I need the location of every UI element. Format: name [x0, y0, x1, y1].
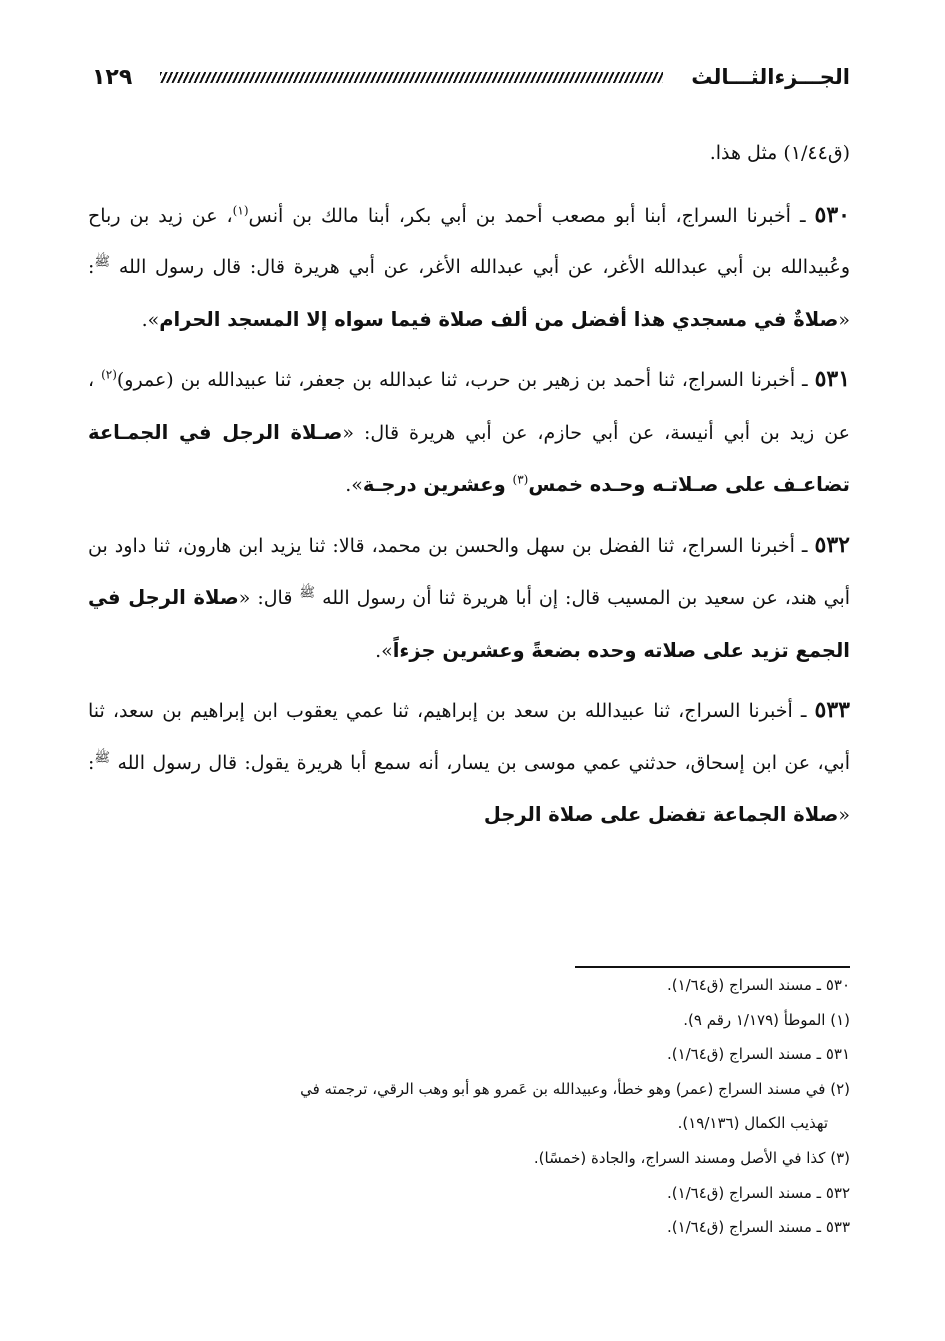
honorific: ﷺ: [94, 254, 111, 270]
footnote: (٢) في مسند السراج (عمر) وهو خطأ، وعبيدالله بن عَمرو هو أبو وهب الرقي، ترجمته في: [300, 1079, 850, 1098]
hadith-530: [88, 190, 850, 347]
main-text: [88, 128, 850, 850]
running-title: الجـــزءالثـــالث: [691, 65, 850, 89]
footnote: ٥٣٣ ـ مسند السراج (ق١/٦٤).: [666, 1218, 850, 1237]
footnotes: [88, 968, 850, 1245]
footnote: ٥٣٢ ـ مسند السراج (ق١/٦٤).: [666, 1183, 850, 1202]
header-rule: [160, 72, 663, 83]
footnote: ٥٣١ ـ مسند السراج (ق١/٦٤).: [666, 1045, 850, 1064]
footnote-ref: (٢): [101, 367, 117, 382]
hadith-532: [88, 520, 850, 678]
footnote: (١) الموطأ (١/١٧٩ رقم ٩).: [683, 1010, 850, 1029]
hadith-number: ٥٣٣: [814, 697, 850, 723]
hadith-number: ٥٣١: [814, 366, 851, 392]
quote-open: : «: [88, 256, 850, 331]
quote-close: ».: [141, 308, 160, 331]
hadith-matn: صلاةٌ في مسجدي هذا أفضل من ألف صلاة فيما سواه إلا المسجد الحرام: [159, 307, 839, 331]
footnote-ref: (٣): [512, 472, 529, 487]
hadith-matn: صـلاة الرجل في الجمـاعة تضاعـف على صـلاتـه وحـده خمس: [88, 420, 850, 496]
quote-close: ».: [375, 639, 393, 662]
isnad: ، عن زيد بن رباح وعُبيدالله بن أبي عبدالله الأغر، عن أبي عبدالله الأغر، عن أبي هريرة قال: قال رسول الله: [88, 204, 850, 278]
footnote-continuation-text: تهذيب الكمال (١٩/١٣٦).: [677, 1114, 828, 1133]
footnote-ref: (١): [232, 203, 249, 218]
isnad: ، عن زيد بن أبي أنيسة، عن أبي حازم، عن أبي هريرة قال: «: [88, 369, 850, 444]
continuation-line: (ق١/٤٤) مثل هذا.: [709, 142, 850, 164]
footnote-continuation: [88, 1106, 850, 1141]
hadith-number: ٥٣٢: [814, 531, 850, 558]
footnote: (٣) كذا في الأصل ومسند السراج، والجادة (خمسًا).: [533, 1148, 850, 1167]
quote-close: ».: [345, 474, 363, 496]
isnad: ـ أخبرنا السراج، ثنا الفضل بن سهل والحسن بن محمد، قالا: ثنا يزيد ابن هارون، ثنا داود بن أبي هند، عن سعيد بن المسيب قال: إن أبا هريرة ثنا أن رسول الله: [88, 534, 851, 609]
quote-open: : «: [88, 751, 850, 826]
quote-open: قال: «: [238, 587, 300, 609]
hadith-531: [88, 354, 850, 512]
isnad: ـ أخبرنا السراج، ثنا عبيدالله بن سعد بن إبراهيم، ثنا عمي يعقوب ابن إبراهيم بن سعد، ثنا أبي، عن ابن إسحاق، حدثني عمي موسى بن يسار، أنه سمع أبا هريرة يقول: قال رسول الله: [88, 700, 850, 774]
hadith-number: ٥٣٠: [814, 201, 850, 228]
isnad: ـ أخبرنا السراج، ثنا أحمد بن زهير بن حرب، ثنا عبدالله بن جعفر، ثنا عبيدالله بن (عمرو): [116, 369, 815, 391]
isnad: ـ أخبرنا السراج، أبنا أبو مصعب أحمد بن أبي بكر، أبنا مالك بن أنس: [248, 204, 815, 227]
honorific: ﷺ: [299, 585, 316, 601]
honorific: ﷺ: [94, 750, 111, 766]
hadith-matn: صلاة الجماعة تفضل على صلاة الرجل: [483, 803, 839, 826]
page-number: ١٢٩: [92, 64, 133, 90]
page-header: [92, 52, 850, 102]
hadith-matn: صلاة الرجل في الجمع تزيد على صلاته وحده بضعةً وعشرين جزءاً: [88, 586, 850, 662]
hadith-533: [88, 685, 850, 842]
hadith-matn: وعشرين درجـة: [362, 473, 513, 496]
footnote: ٥٣٠ ـ مسند السراج (ق١/٦٤).: [666, 976, 850, 994]
